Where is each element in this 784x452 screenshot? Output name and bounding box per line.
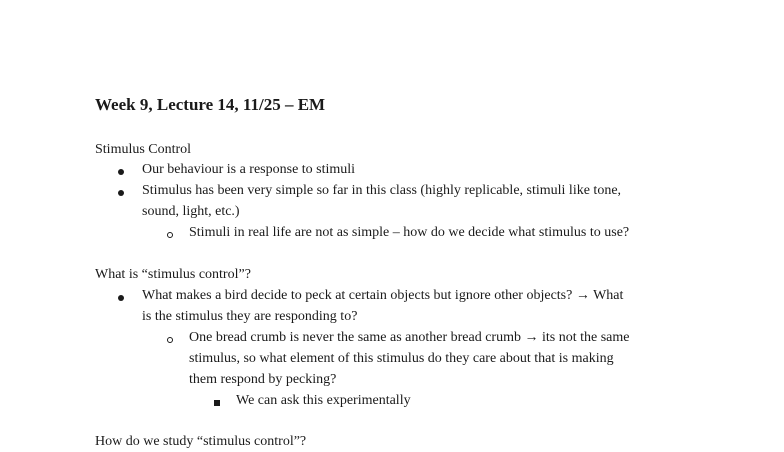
- bullet-text: Our behaviour is a response to stimuli: [142, 162, 356, 177]
- page-title: Week 9, Lecture 14, 11/25 – EM: [95, 95, 326, 114]
- bullet-icon: [118, 161, 124, 182]
- section-heading-how-do-we-study: How do we study “stimulus control”?: [95, 434, 307, 449]
- sub-bullet-text: One bread crumb is never the same as another bread crumb → its not the same: [189, 330, 630, 345]
- bullet-text: What makes a bird decide to peck at certain objects but ignore other objects? → What: [142, 288, 624, 303]
- bullet-text-continued: sound, light, etc.): [142, 204, 240, 219]
- sub-bullet-icon: [167, 224, 173, 245]
- sub-bullet-text-continued: stimulus, so what element of this stimulus do they care about that is making: [189, 351, 614, 366]
- bullet-text: Stimulus has been very simple so far in this class (highly replicable, stimuli like tone,: [142, 183, 622, 198]
- sub-sub-bullet-icon: [214, 392, 220, 413]
- section-heading-what-is-stimulus-control: What is “stimulus control”?: [95, 267, 251, 282]
- section-heading-stimulus-control: Stimulus Control: [95, 142, 192, 157]
- sub-sub-bullet-text: We can ask this experimentally: [236, 393, 411, 408]
- bullet-icon: [118, 287, 124, 308]
- sub-bullet-icon: [167, 329, 173, 350]
- sub-bullet-text: Stimuli in real life are not as simple – how do we decide what stimulus to use?: [189, 225, 630, 240]
- bullet-icon: [118, 182, 124, 203]
- bullet-text-continued: is the stimulus they are responding to?: [142, 309, 358, 324]
- sub-bullet-text-continued: them respond by pecking?: [189, 372, 337, 387]
